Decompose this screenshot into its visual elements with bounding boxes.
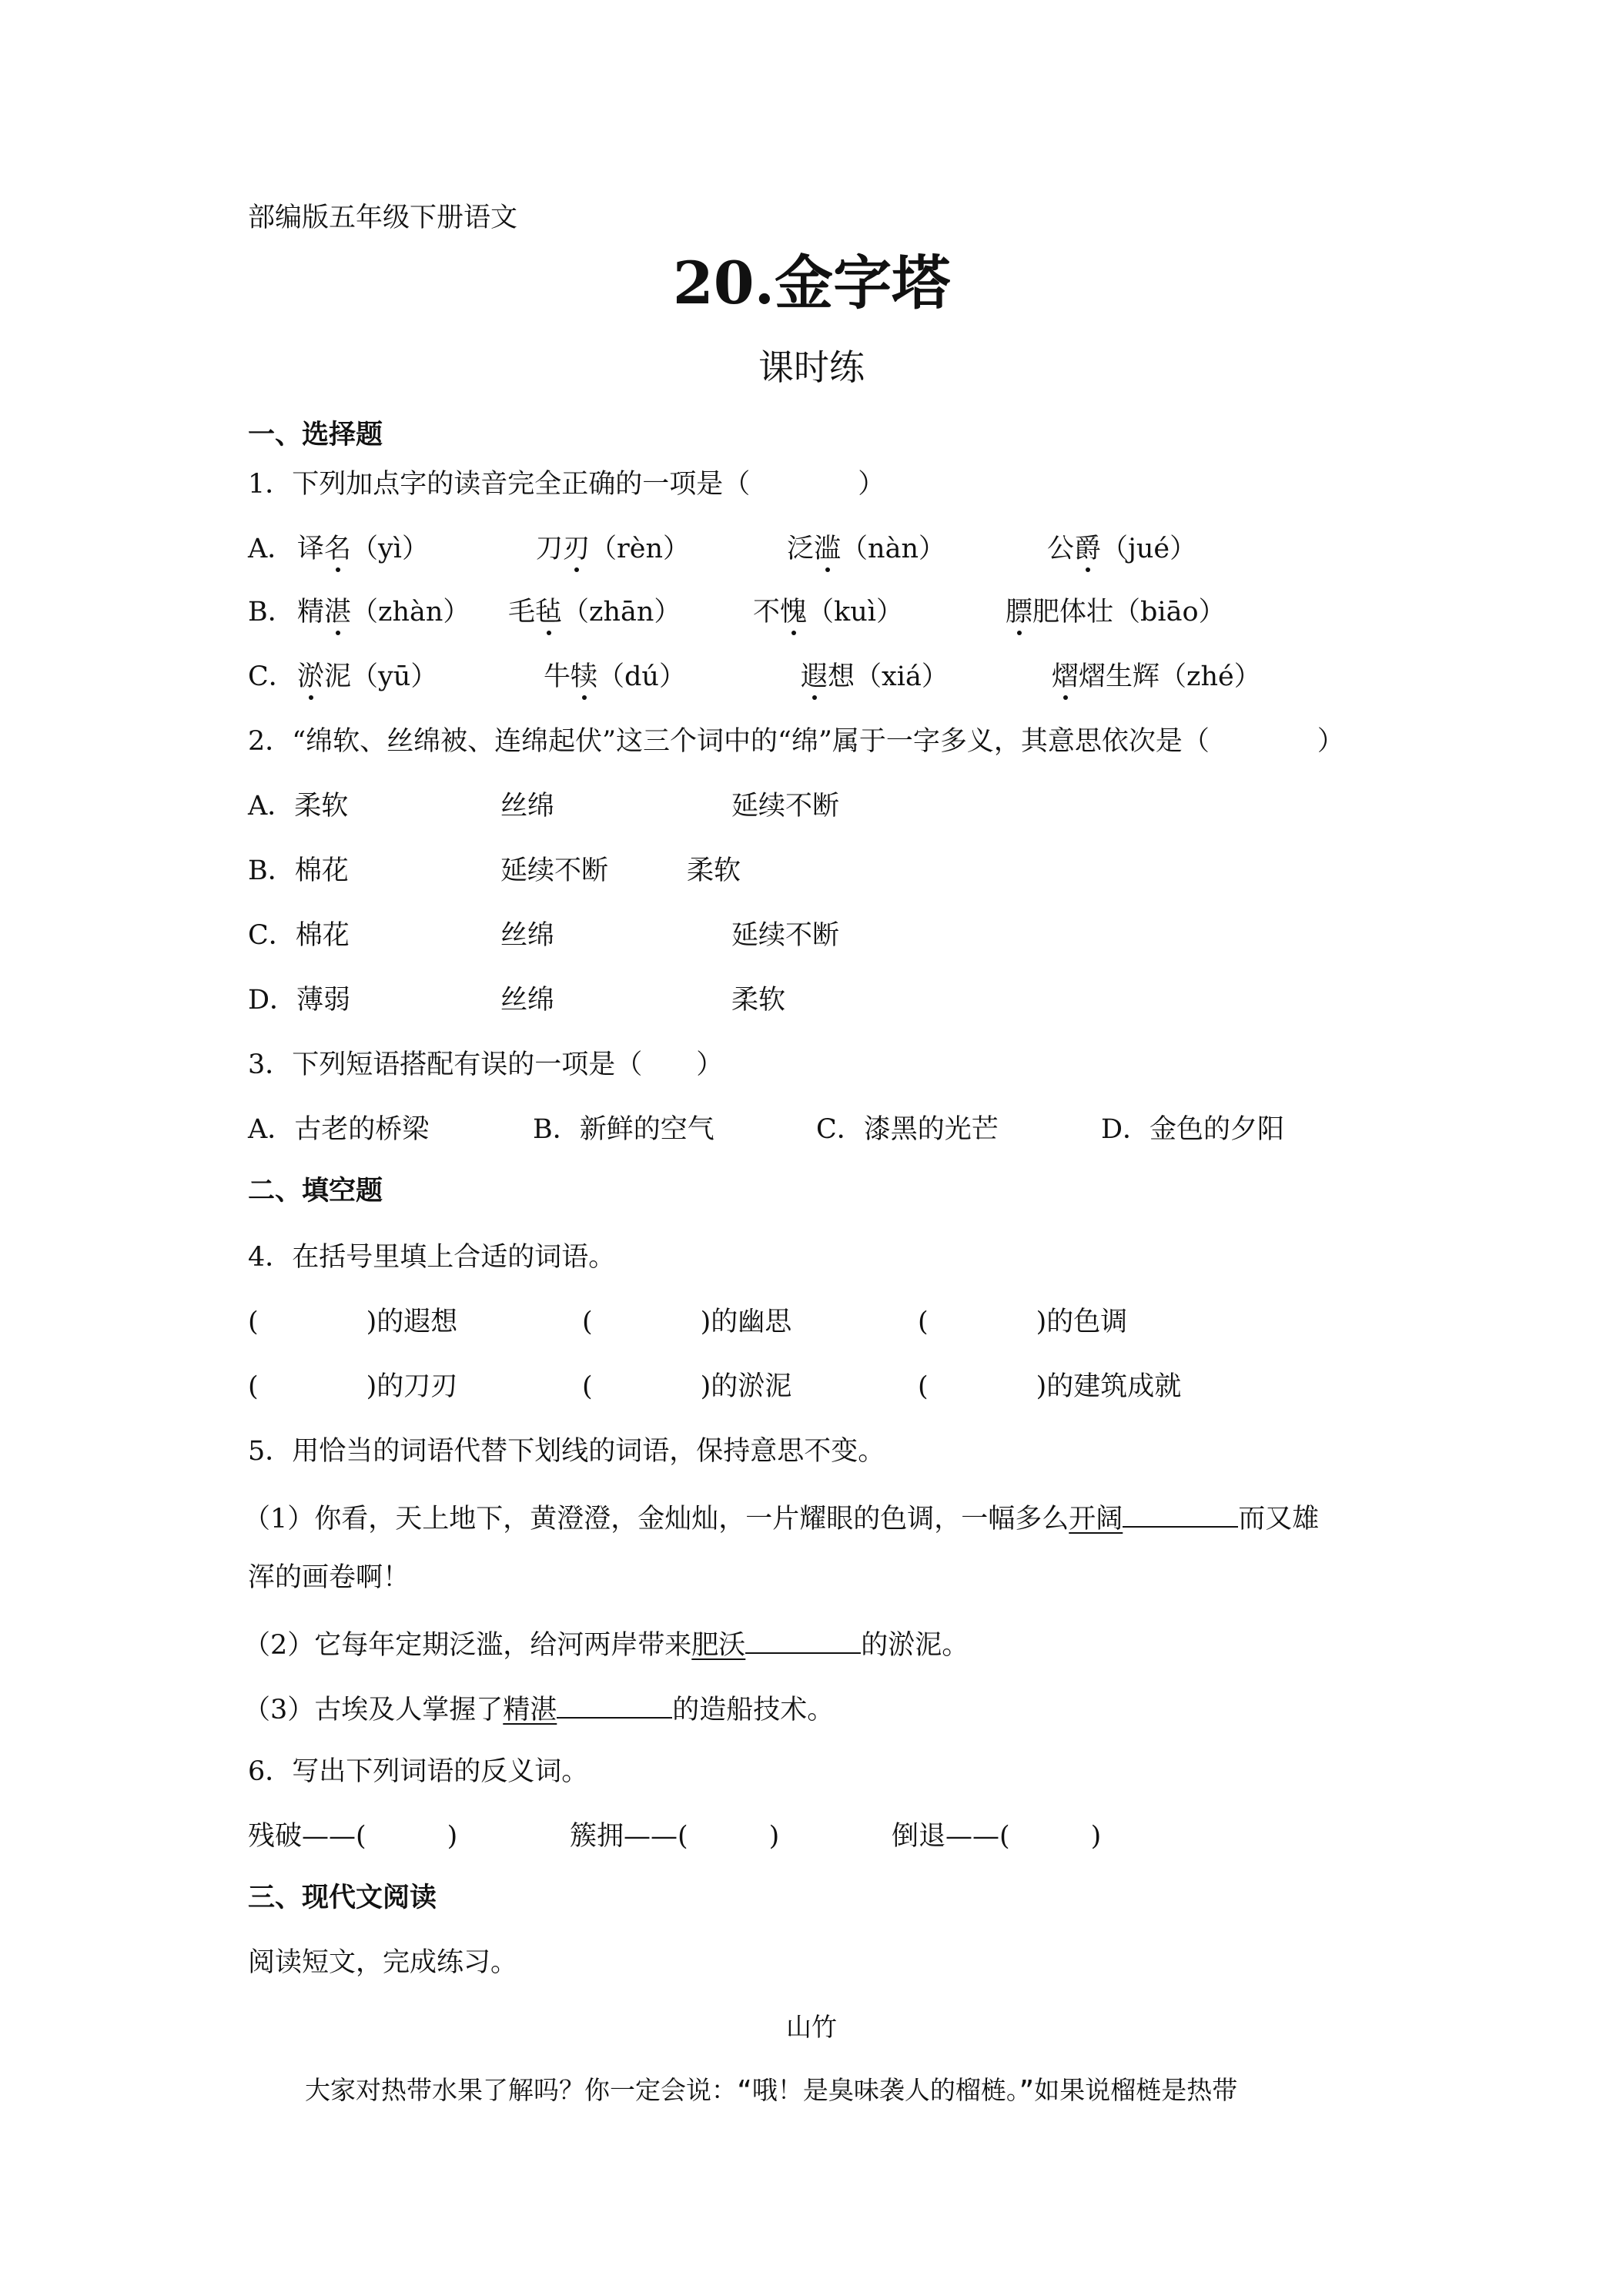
series-label: 部编版五年级下册语文 xyxy=(248,202,518,233)
question-6-stem: 6．写出下列词语的反义词。 xyxy=(248,1756,589,1787)
section-heading-fill: 二、填空题 xyxy=(248,1176,383,1207)
option-item: 不愧（kuì） xyxy=(753,597,903,628)
option-label: B． xyxy=(248,597,295,628)
option-meaning: 延续不断 xyxy=(731,791,840,822)
question-3-option-c: C．漆黑的光芒 xyxy=(816,1114,999,1145)
option-label: A． xyxy=(248,534,295,564)
option-label: A．柔软 xyxy=(248,791,349,822)
question-3-option-b: B．新鲜的空气 xyxy=(533,1114,714,1145)
underlined-word: 肥沃 xyxy=(691,1630,746,1661)
answer-blank xyxy=(1123,1503,1238,1528)
option-item: 牛犊（dú） xyxy=(544,661,686,692)
page-subtitle: 课时练 xyxy=(758,346,865,388)
question-3-option-d: D．金色的夕阳 xyxy=(1101,1114,1285,1145)
option-item: 精湛（zhàn） xyxy=(297,597,470,628)
question-5-stem: 5．用恰当的词语代替下划线的词语，保持意思不变。 xyxy=(248,1436,885,1467)
option-meaning: 柔软 xyxy=(731,985,786,1016)
question-2-stem: 2．“绵软、丝绵被、连绵起伏”这三个词中的“绵”属于一字多义，其意思依次是（ ） xyxy=(248,726,1344,757)
passage-title: 山竹 xyxy=(786,2012,837,2042)
option-meaning: 丝绵 xyxy=(500,920,555,951)
option-meaning: 丝绵 xyxy=(500,985,555,1016)
antonym-item: 簇拥——( ) xyxy=(570,1821,780,1852)
fill-blank-item: ( )的遐想 xyxy=(248,1307,458,1337)
option-label: D．薄弱 xyxy=(248,985,351,1016)
option-meaning: 延续不断 xyxy=(500,855,609,886)
reading-instruction: 阅读短文，完成练习。 xyxy=(248,1947,518,1978)
question-5-sentence-1: （1）你看，天上地下，黄澄澄，金灿灿，一片耀眼的色调，一幅多么开阔 而又雄 xyxy=(243,1504,1320,1535)
option-meaning: 延续不断 xyxy=(731,920,840,951)
question-4-stem: 4．在括号里填上合适的词语。 xyxy=(248,1242,616,1273)
option-item: 译名（yì） xyxy=(297,534,429,564)
option-label: B．棉花 xyxy=(248,855,349,886)
option-label: C． xyxy=(248,661,296,692)
question-5-sentence-3: （3）古埃及人掌握了精湛 的造船技术。 xyxy=(243,1695,835,1725)
answer-blank xyxy=(745,1629,861,1654)
question-3-option-a: A．古老的桥梁 xyxy=(248,1114,430,1145)
underlined-word: 开阔 xyxy=(1069,1504,1123,1535)
question-5-sentence-2: （2）它每年定期泛滥，给河两岸带来肥沃 的淤泥。 xyxy=(243,1630,969,1661)
fill-blank-item: ( )的幽思 xyxy=(582,1307,792,1337)
antonym-item: 倒退——( ) xyxy=(892,1821,1102,1852)
option-item: 熠熠生辉（zhé） xyxy=(1052,661,1261,692)
option-item: 毛毡（zhān） xyxy=(508,597,681,628)
fill-blank-item: ( )的淤泥 xyxy=(582,1371,792,1402)
option-meaning: 丝绵 xyxy=(500,791,555,822)
answer-blank xyxy=(557,1694,672,1719)
passage-first-line: 大家对热带水果了解吗？你一定会说：“哦！是臭味袭人的榴梿。”如果说榴梿是热带 xyxy=(305,2075,1238,2105)
option-item: 泛滥（nàn） xyxy=(787,534,945,564)
underlined-word: 精湛 xyxy=(503,1695,557,1725)
fill-blank-item: ( )的建筑成就 xyxy=(918,1371,1182,1402)
option-meaning: 柔软 xyxy=(687,855,741,886)
option-label: C．棉花 xyxy=(248,920,350,951)
option-item: 膘肥体壮（biāo） xyxy=(1006,597,1226,628)
section-heading-reading: 三、现代文阅读 xyxy=(248,1883,437,1913)
question-3-stem: 3．下列短语搭配有误的一项是（ ） xyxy=(248,1049,724,1080)
question-1-stem: 1．下列加点字的读音完全正确的一项是（ ） xyxy=(248,469,885,500)
option-item: 淤泥（yū） xyxy=(297,661,438,692)
section-heading-choice: 一、选择题 xyxy=(248,420,383,450)
option-item: 刀刃（rèn） xyxy=(536,534,691,564)
option-item: 遐想（xiá） xyxy=(801,661,949,692)
question-5-sentence-1-cont: 浑的画卷啊！ xyxy=(248,1562,410,1593)
option-item: 公爵（jué） xyxy=(1047,534,1197,564)
fill-blank-item: ( )的色调 xyxy=(918,1307,1128,1337)
antonym-item: 残破——( ) xyxy=(248,1821,458,1852)
page-title: 20.金字塔 xyxy=(672,249,951,317)
fill-blank-item: ( )的刀刃 xyxy=(248,1371,458,1402)
